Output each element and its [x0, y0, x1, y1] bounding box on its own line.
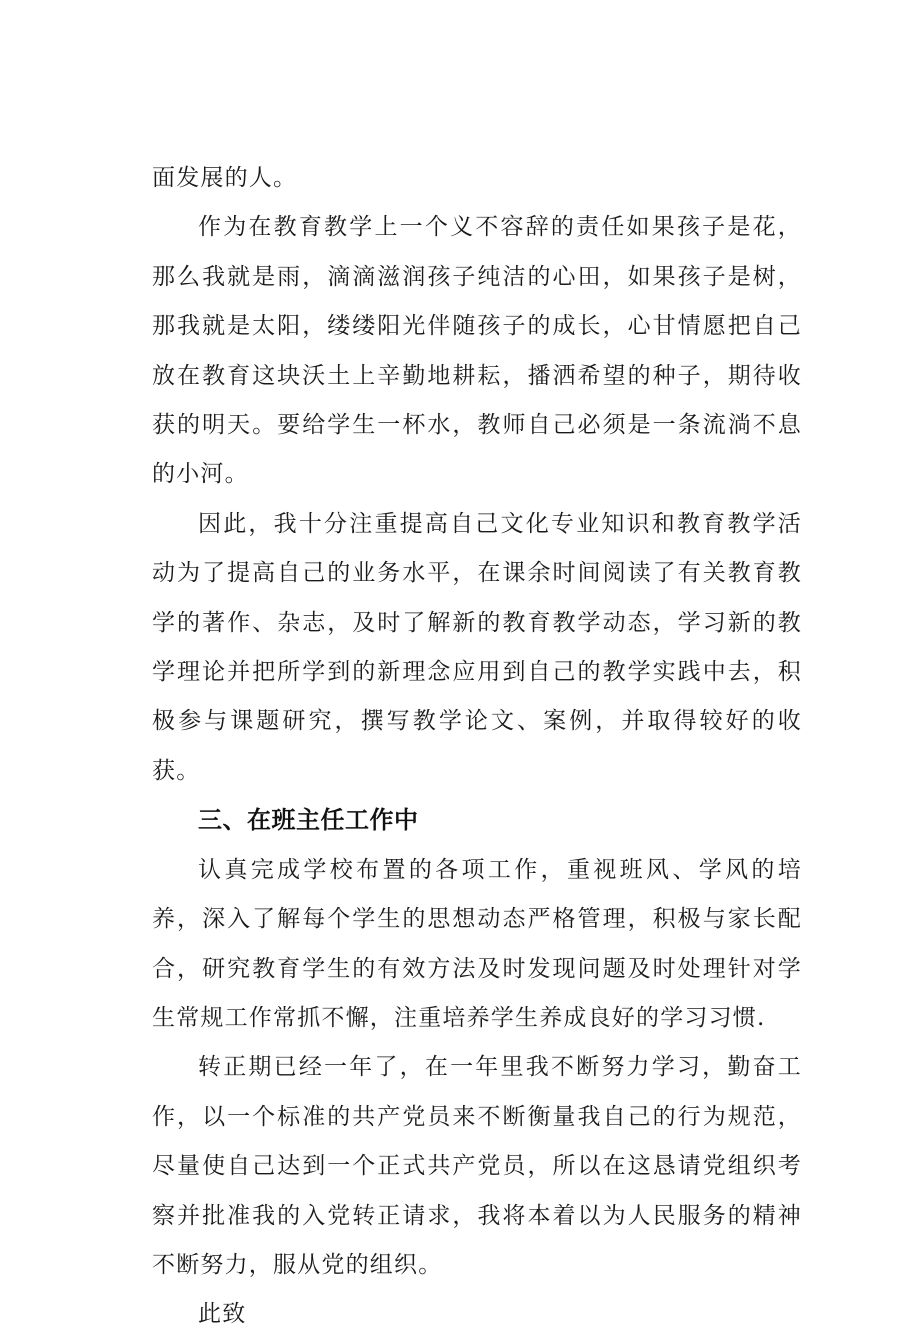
paragraph-teaching-responsibility: 作为在教育教学上一个义不容辞的责任如果孩子是花，那么我就是雨，滴滴滋润孩子纯洁的心田，如果孩子是树，那我就是太阳，缕缕阳光伴随孩子的成长，心甘情愿把自己放在教育这块沃土上辛勤地耕耘，播洒希望的种子，期待收获的明天。要给学生一杯水，教师自己必须是一条流淌不息的小河。: [152, 214, 802, 488]
paragraph-continuation: 面发展的人。: [152, 165, 298, 191]
document-body: [152, 154, 802, 1340]
closing-salutation: 此致: [198, 1301, 247, 1328]
paragraph-class-management: 认真完成学校布置的各项工作，重视班风、学风的培养，深入了解每个学生的思想动态严格管理，积极与家长配合，研究教育学生的有效方法及时发现问题及时处理针对学生常规工作常抓不懈，注重培养学生养成良好的学习习惯.: [152, 856, 802, 1031]
paragraph-professional-study: 因此，我十分注重提高自己文化专业知识和教育教学活动为了提高自己的业务水平，在课余时间阅读了有关教育教学的著作、杂志，及时了解新的教育教学动态，学习新的教学理论并把所学到的新理念应用到自己的教学实践中去，积极参与课题研究，撰写教学论文、案例，并取得较好的收获。: [152, 510, 802, 784]
paragraph-membership-request: 转正期已经一年了，在一年里我不断努力学习，勤奋工作，以一个标准的共产党员来不断衡量我自己的行为规范，尽量使自己达到一个正式共产党员，所以在这恳请党组织考察并批准我的入党转正请求，我将本着以为人民服务的精神不断努力，服从党的组织。: [152, 1054, 802, 1278]
section-heading-class-teacher: 三、在班主任工作中: [198, 806, 419, 835]
